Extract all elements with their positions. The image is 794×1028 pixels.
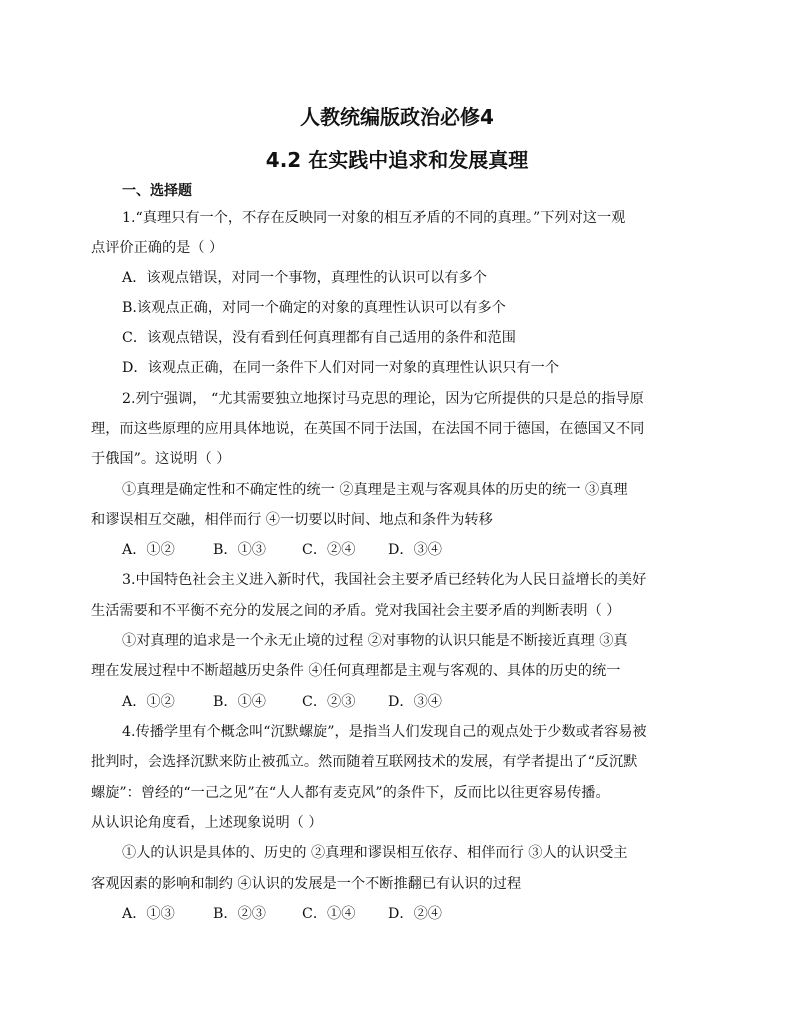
q3-options-row — [122, 692, 442, 712]
q2-options-row — [122, 540, 442, 560]
q4-options-row — [122, 904, 442, 924]
document-subtitle: 4.2 在实践中追求和发展真理 — [265, 148, 529, 172]
q2-stem-line-2: 理，而这些原理的应用具体地说，在英国不同于法国，在法国不同于德国，在德国又不同 — [91, 421, 645, 437]
q4-stem-line-1: 4.传播学里有个概念叫“沉默螺旋”，是指当人们发现自己的观点处于少数或者容易被 — [122, 724, 647, 740]
q4-items-line-1: ①人的认识是具体的、历史的 ②真理和谬误相互依存、相伴而行 ③人的认识受主 — [122, 845, 628, 861]
q1-option-c: C．该观点错误，没有看到任何真理都有自己适用的条件和范围 — [122, 330, 516, 346]
q4-choice-c: C．①④ — [302, 906, 356, 922]
q4-choice-d: D．②④ — [388, 906, 442, 922]
q4-choice-b: B．②③ — [213, 906, 266, 922]
q4-choice-a: A．①③ — [122, 906, 175, 922]
q3-stem-line-2: 生活需要和不平衡不充分的发展之间的矛盾。党对我国社会主要矛盾的判断表明（ ） — [91, 603, 621, 619]
q4-items-line-2: 客观因素的影响和制约 ④认识的发展是一个不断推翻已有认识的过程 — [91, 876, 522, 892]
q1-stem-line-1: 1.“真理只有一个，不存在反映同一对象的相互矛盾的不同的真理。”下列对这一观 — [122, 210, 626, 226]
q2-items-line-1: ①真理是确定性和不确定性的统一 ②真理是主观与客观具体的历史的统一 ③真理 — [122, 482, 628, 498]
q2-choice-b: B．①③ — [213, 542, 266, 558]
q3-stem-line-1: 3.中国特色社会主义进入新时代，我国社会主要矛盾已经转化为人民日益增长的美好 — [122, 572, 647, 588]
q1-stem-line-2: 点评价正确的是（ ） — [91, 240, 224, 256]
q2-choice-a: A．①② — [122, 542, 175, 558]
section-heading: 一、选择题 — [122, 183, 192, 199]
q2-stem-line-3: 于俄国”。这说明（ ） — [91, 451, 231, 467]
q1-option-a: A．该观点错误，对同一个事物，真理性的认识可以有多个 — [122, 270, 487, 286]
q2-stem-line-1: 2.列宁强调， “尤其需要独立地探讨马克思的理论，因为它所提供的只是总的指导原 — [122, 391, 644, 407]
q2-choice-d: D．③④ — [388, 542, 442, 558]
q3-choice-c: C．②③ — [302, 694, 356, 710]
q2-items-line-2: 和谬误相互交融，相伴而行 ④一切要以时间、地点和条件为转移 — [91, 512, 493, 528]
q3-choice-b: B．①④ — [213, 694, 266, 710]
q3-items-line-2: 理在发展过程中不断超越历史条件 ④任何真理都是主观与客观的、具体的历史的统一 — [91, 663, 621, 679]
document-title: 人教统编版政治必修4 — [300, 105, 494, 129]
q1-option-b: B.该观点正确，对同一个确定的对象的真理性认识可以有多个 — [122, 300, 506, 316]
q3-choice-a: A．①② — [122, 694, 175, 710]
q1-option-d: D．该观点正确，在同一条件下人们对同一对象的真理性认识只有一个 — [122, 360, 560, 376]
q2-choice-c: C．②④ — [302, 542, 356, 558]
q3-items-line-1: ①对真理的追求是一个永无止境的过程 ②对事物的认识只能是不断接近真理 ③真 — [122, 633, 628, 649]
q3-choice-d: D．③④ — [388, 694, 442, 710]
q4-stem-line-4: 从认识论角度看，上述现象说明（ ） — [91, 815, 323, 831]
q4-stem-line-3: 螺旋”：曾经的“一己之见”在“人人都有麦克风”的条件下，反而比以往更容易传播。 — [91, 785, 610, 801]
q4-stem-line-2: 批判时，会选择沉默来防止被孤立。然而随着互联网技术的发展，有学者提出了“反沉默 — [91, 754, 638, 770]
